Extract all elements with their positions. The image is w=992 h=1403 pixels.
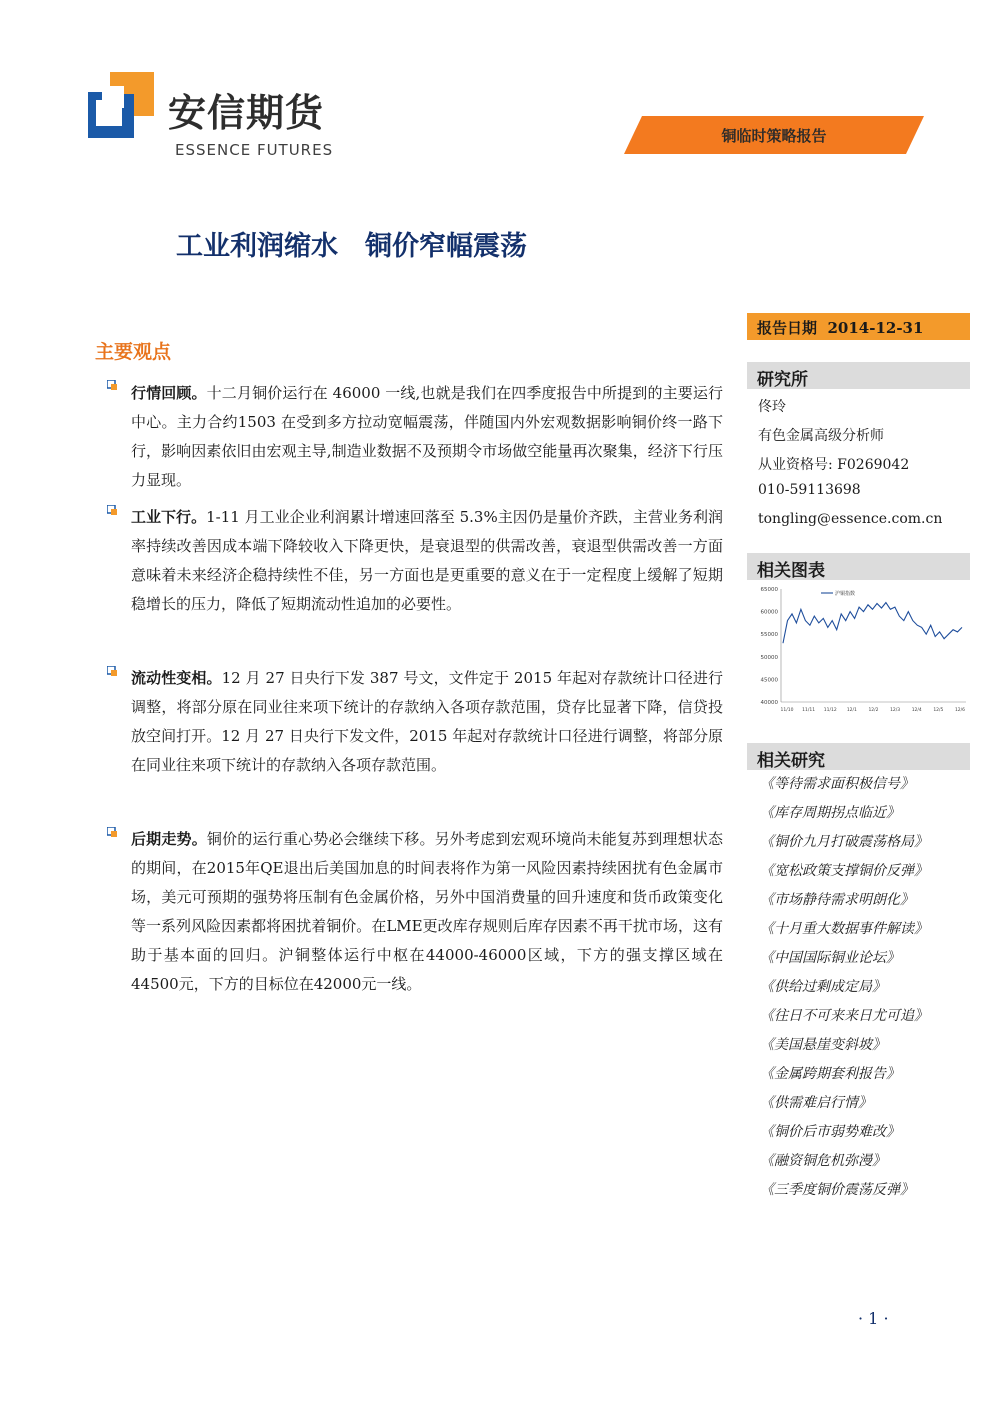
research-link[interactable]: 《供需难启行情》 bbox=[760, 1095, 872, 1111]
research-link[interactable]: 《往日不可来来日尤可追》 bbox=[760, 1008, 928, 1024]
paragraph-lead: 后期走势。 bbox=[131, 830, 207, 848]
report-date-label: 报告日期 bbox=[757, 319, 818, 337]
paragraph-lead: 行情回顾。 bbox=[131, 384, 207, 402]
chart-x-tick-label: 12/6 bbox=[954, 708, 966, 713]
research-link[interactable]: 《铜价后市弱势难改》 bbox=[760, 1124, 900, 1140]
research-link[interactable]: 《供给过剩成定局》 bbox=[760, 979, 886, 995]
report-type-label: 铜临时策略报告 bbox=[721, 127, 827, 145]
paragraph-body: 铜价的运行重心势必会继续下移。另外考虑到宏观环境尚未能复苏到理想状态的期间，在2015年QE退出后美国加息的时间表将作为第一风险因素持续困扰有色金属市场，美元可预期的强势将压制有色金属价格，另外中国消费量的回升速度和货币政策变化等一系列风险因素都将困扰着铜价。在LME更改库存规则后库存因素不再干扰市场，这有助于基本面的回归。沪铜整体运行中枢在44000-46000区域，下方的强支撑区域在44500元，下方的目标位在42000元一线。 bbox=[131, 830, 723, 993]
bullet-icon bbox=[107, 666, 117, 676]
bullet-icon bbox=[107, 827, 117, 837]
bullet-icon bbox=[107, 380, 117, 390]
chart-x-tick-label: 12/3 bbox=[890, 708, 901, 713]
copper-price-chart bbox=[755, 583, 970, 718]
research-link[interactable]: 《等待需求面积极信号》 bbox=[760, 776, 914, 792]
research-heading-bar bbox=[747, 743, 970, 770]
chart-x-tick-label: 12/5 bbox=[933, 708, 944, 713]
analyst-name: 佟玲 bbox=[758, 399, 786, 415]
analyst-email[interactable]: tongling@essence.com.cn bbox=[758, 511, 943, 527]
chart-y-tick-label: 50000 bbox=[760, 654, 778, 661]
chart-x-tick-label: 12/1 bbox=[846, 708, 857, 713]
logo-english-name: ESSENCE FUTURES bbox=[175, 141, 334, 159]
report-type-banner bbox=[624, 116, 924, 154]
paragraph-lead: 工业下行。 bbox=[131, 508, 207, 526]
research-link[interactable]: 《美国悬崖变斜坡》 bbox=[760, 1037, 886, 1053]
research-link[interactable]: 《宽松政策支撑铜价反弹》 bbox=[760, 863, 928, 879]
bullet-icon bbox=[107, 505, 117, 515]
analyst-title: 有色金属高级分析师 bbox=[758, 428, 884, 444]
viewpoint-paragraph bbox=[131, 379, 723, 495]
chart-series-line bbox=[783, 603, 962, 644]
research-link[interactable]: 《金属跨期套利报告》 bbox=[760, 1066, 900, 1082]
institute-heading: 研究所 bbox=[757, 370, 808, 390]
chart-y-tick-label: 55000 bbox=[760, 632, 778, 639]
chart-y-tick-label: 40000 bbox=[760, 700, 778, 706]
page-number: · 1 · bbox=[858, 1309, 889, 1328]
analyst-phone: 010-59113698 bbox=[758, 482, 861, 498]
viewpoint-paragraph bbox=[131, 664, 723, 780]
chart-x-tick-label: 11/10 bbox=[780, 708, 794, 713]
research-heading: 相关研究 bbox=[757, 751, 825, 771]
chart-x-tick-label: 11/12 bbox=[823, 708, 837, 713]
company-logo-icon bbox=[88, 72, 154, 138]
chart-y-tick-label: 45000 bbox=[760, 677, 778, 684]
logo-chinese-name: 安信期货 bbox=[168, 91, 325, 135]
page-title: 工业利润缩水 铜价窄幅震荡 bbox=[176, 231, 527, 262]
paragraph-body: 十二月铜价运行在 46000 一线,也就是我们在四季度报告中所提到的主要运行中心。主力合约1503 在受到多方拉动宽幅震荡，伴随国内外宏观数据影响铜价终一路下行，影响因素依旧由宏观主导,制造业数据不及预期令市场做空能量再次聚集，经济下行压力显现。 bbox=[131, 384, 723, 489]
report-date-value: 2014-12-31 bbox=[827, 319, 924, 337]
research-link[interactable]: 《铜价九月打破震荡格局》 bbox=[760, 834, 928, 850]
chart-x-tick-label: 12/4 bbox=[911, 708, 922, 713]
research-link[interactable]: 《融资铜危机弥漫》 bbox=[760, 1153, 886, 1169]
paragraph-body: 12 月 27 日央行下发 387 号文，文件定于 2015 年起对存款统计口径进行调整，将部分原在同业往来项下统计的存款纳入各项存款范围，贷存比显著下降，信贷投放空间打开。12 月 27 日央行下发文件，2015 年起对存款统计口径进行调整，将部分原在同业往来项下统计的存款纳入各项存款范围。 bbox=[131, 669, 723, 774]
report-date-bar bbox=[747, 313, 970, 340]
research-link[interactable]: 《库存周期拐点临近》 bbox=[760, 805, 900, 821]
viewpoint-paragraph bbox=[131, 825, 723, 999]
research-link[interactable]: 《市场静待需求明朗化》 bbox=[760, 892, 914, 908]
research-link[interactable]: 《三季度铜价震荡反弹》 bbox=[760, 1182, 914, 1198]
related-research-list bbox=[760, 770, 928, 1205]
analyst-license: 从业资格号: F0269042 bbox=[758, 457, 910, 473]
report-date bbox=[757, 317, 923, 338]
chart-y-tick-label: 65000 bbox=[760, 587, 778, 593]
institute-heading-bar bbox=[747, 362, 970, 389]
research-link[interactable]: 《十月重大数据事件解读》 bbox=[760, 921, 928, 937]
chart-x-tick-label: 11/11 bbox=[802, 708, 816, 713]
chart-y-tick-label: 60000 bbox=[760, 609, 778, 616]
paragraph-body: 1-11 月工业企业利润累计增速回落至 5.3%主因仍是量价齐跌，主营业务利润率持续改善因成本端下降较收入下降更快，是衰退型的供需改善，衰退型供需改善一方面意味着未来经济企稳持续性不佳，另一方面也是更重要的意义在于一定程度上缓解了短期稳增长的压力，降低了短期流动性追加的必要性。 bbox=[131, 508, 723, 613]
research-link[interactable]: 《中国国际铜业论坛》 bbox=[760, 950, 900, 966]
section-heading: 主要观点 bbox=[95, 341, 172, 363]
viewpoint-paragraph bbox=[131, 503, 723, 619]
paragraph-lead: 流动性变相。 bbox=[131, 669, 222, 687]
chart-legend-label: 沪铜指数 bbox=[835, 591, 856, 597]
chart-heading: 相关图表 bbox=[757, 561, 825, 581]
chart-heading-bar bbox=[747, 553, 970, 580]
chart-x-tick-label: 12/2 bbox=[868, 708, 879, 713]
